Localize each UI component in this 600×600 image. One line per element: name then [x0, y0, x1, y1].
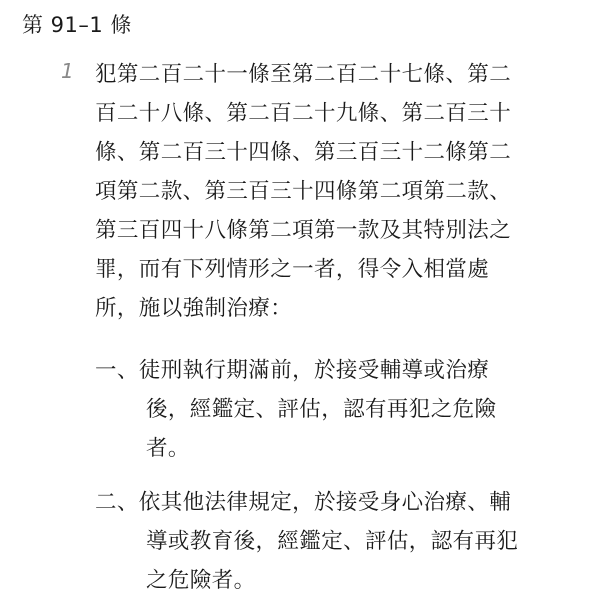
list-item-line: 一、徒刑執行期滿前，於接受輔導或治療 [95, 358, 490, 383]
list-item-line: 二、依其他法律規定，於接受身心治療、輔 [95, 490, 512, 515]
paragraph-line: 罪，而有下列情形之一者，得令入相當處 [95, 257, 490, 282]
list-item-line: 者。 [146, 436, 190, 461]
list-item-1 [95, 351, 575, 468]
paragraph-line: 犯第二百二十一條至第二百二十七條、第二 [95, 62, 512, 87]
list-item-line: 之危險者。 [146, 568, 256, 593]
paragraph-line: 第三百四十八條第二項第一款及其特別法之 [95, 218, 512, 243]
paragraph-line: 項第二款、第三百三十四條第二項第二款、 [95, 179, 512, 204]
paragraph-text [95, 55, 565, 328]
paragraph-number: 1 [61, 59, 74, 83]
list-item-line: 後，經鑑定、評估，認有再犯之危險 [146, 397, 497, 422]
list-item-2 [95, 483, 575, 600]
paragraph-line: 所，施以強制治療： [95, 296, 293, 321]
list-item-line: 導或教育後，經鑑定、評估，認有再犯 [146, 529, 519, 554]
article-title: 第 91–1 條 [22, 13, 132, 37]
paragraph-line: 條、第二百三十四條、第三百三十二條第二 [95, 140, 512, 165]
paragraph-line: 百二十八條、第二百二十九條、第二百三十 [95, 101, 512, 126]
